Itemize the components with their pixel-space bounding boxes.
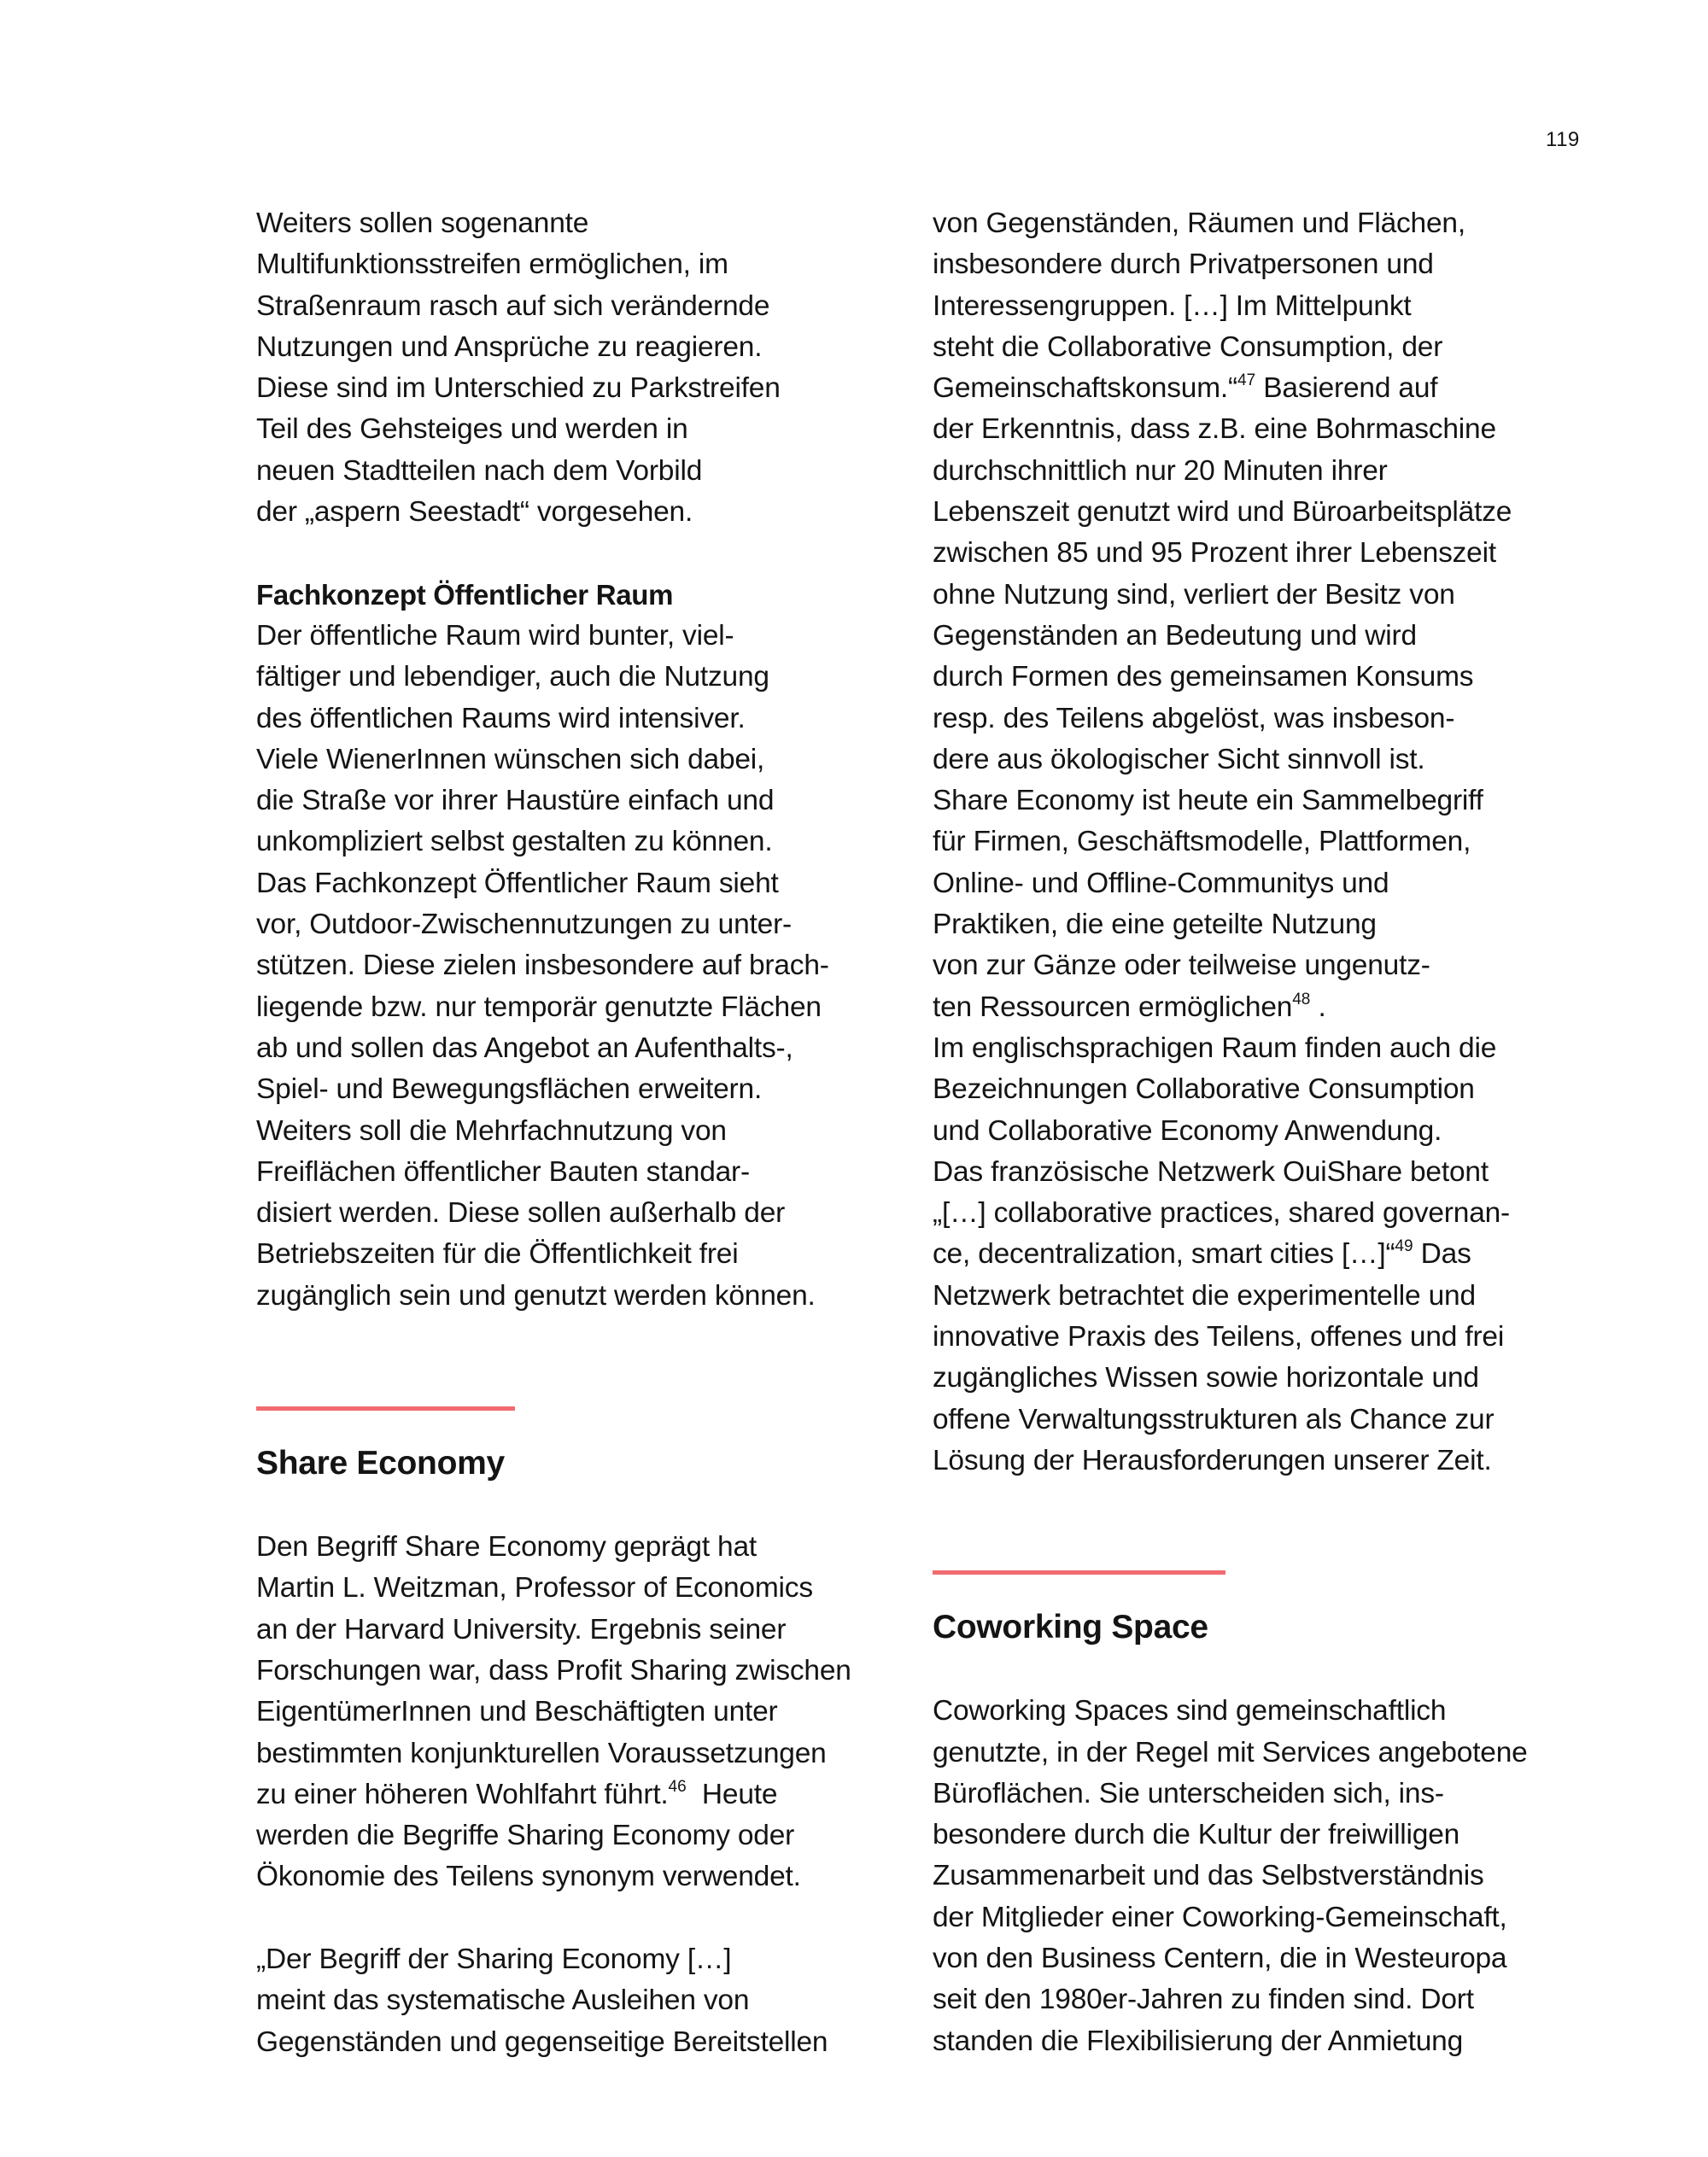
text-fragment: Heute [686, 1778, 778, 1810]
text-line: vor, Outdoor-Zwischennutzungen zu unter- [256, 909, 792, 941]
text-line: unkompliziert selbst gestalten zu können. [256, 826, 773, 858]
text-line [933, 987, 1599, 1028]
text-line: der „aspern Seestadt“ vorgesehen. [256, 496, 693, 529]
text-line: und Collaborative Economy Anwendung. [933, 1114, 1442, 1147]
text-line: Interessengruppen. […] Im Mittelpunkt [933, 289, 1412, 322]
text-line: Viele WienerInnen wünschen sich dabei, [256, 743, 765, 775]
text-line: liegende bzw. nur temporär genutzte Flächen [256, 991, 822, 1023]
text-line: Gegenständen an Bedeutung und wird [933, 619, 1417, 652]
footnote-ref-47[interactable]: 47 [1237, 371, 1256, 390]
text-line: werden die Begriffe Sharing Economy oder [256, 1820, 795, 1852]
text-line: Ökonomie des Teilens synonym verwendet. [256, 1861, 801, 1893]
text-line: Den Begriff Share Economy geprägt hat [256, 1531, 757, 1564]
footnote-ref-48[interactable]: 48 [1292, 990, 1311, 1008]
text-line: Multifunktionsstreifen ermöglichen, im [256, 248, 728, 281]
text-line [256, 1774, 905, 1815]
text-line: standen die Flexibilisierung der Anmietung [933, 2025, 1464, 2057]
text-line: Share Economy ist heute ein Sammelbegriff [933, 785, 1483, 817]
text-line: Freiflächen öffentlicher Bauten standar- [256, 1155, 750, 1188]
text-line: besondere durch die Kultur der freiwilligen [933, 1819, 1460, 1851]
intro-paragraph [256, 203, 905, 533]
text-line: zugänglich sein und genutzt werden können. [256, 1279, 816, 1312]
text-line: Weiters sollen sogenannte [256, 208, 589, 239]
quote-continued-paragraph [933, 203, 1599, 1482]
share-economy-paragraph [256, 1527, 905, 1898]
text-line: fältiger und lebendiger, auch die Nutzung [256, 661, 769, 693]
spacer [256, 533, 905, 574]
text-line: Bezeichnungen Collaborative Consumption [933, 1073, 1475, 1106]
text-line: ab und sollen das Angebot an Aufenthalts-, [256, 1032, 793, 1064]
text-line: zwischen 85 und 95 Prozent ihrer Lebenszeit [933, 537, 1496, 570]
text-line: von Gegenständen, Räumen und Flächen, [933, 208, 1465, 239]
text-fragment: zu einer höheren Wohlfahrt führt. [256, 1778, 669, 1810]
text-line: insbesondere durch Privatpersonen und [933, 248, 1434, 281]
left-column [256, 203, 905, 2063]
text-line: Diese sind im Unterschied zu Parkstreifen [256, 372, 781, 405]
subheading-fachkonzept: Fachkonzept Öffentlicher Raum [256, 578, 674, 611]
text-line: für Firmen, Geschäftsmodelle, Plattformen, [933, 826, 1471, 858]
footnote-ref-46[interactable]: 46 [668, 1777, 687, 1796]
text-line: Teil des Gehsteiges und werden in [256, 413, 688, 446]
text-line: Weiters soll die Mehrfachnutzung von [256, 1114, 727, 1147]
text-line: seit den 1980er-Jahren zu finden sind. Dort [933, 1984, 1474, 2016]
text-line: Das französische Netzwerk OuiShare betont [933, 1155, 1489, 1188]
coworking-paragraph [933, 1691, 1599, 2062]
text-line: der Erkenntnis, dass z.B. eine Bohrmaschine [933, 413, 1496, 446]
text-line: Forschungen war, dass Profit Sharing zwischen [256, 1654, 851, 1686]
text-line: bestimmten konjunkturellen Voraussetzungen [256, 1737, 827, 1769]
text-fragment: Das [1413, 1238, 1471, 1271]
fachkonzept-paragraph [256, 616, 905, 1317]
text-fragment: ten Ressourcen ermöglichen [933, 991, 1293, 1023]
text-line: ohne Nutzung sind, verliert der Besitz von [933, 578, 1455, 611]
page-number: 119 [1546, 128, 1580, 151]
text-line: der Mitglieder einer Coworking-Gemeinschaft, [933, 1901, 1507, 1933]
text-line: an der Harvard University. Ergebnis seiner [256, 1613, 787, 1646]
text-line: genutzte, in der Regel mit Services angebotene [933, 1736, 1528, 1768]
text-line: Online- und Offline-Communitys und [933, 867, 1389, 899]
text-line: „[…] collaborative practices, shared governan- [933, 1197, 1511, 1230]
text-line: dere aus ökologischer Sicht sinnvoll ist. [933, 743, 1425, 775]
text-line: des öffentlichen Raums wird intensiver. [256, 702, 746, 734]
text-line: von zur Gänze oder teilweise ungenutz- [933, 950, 1430, 982]
text-fragment: ce, decentralization, smart cities […]“ [933, 1238, 1395, 1271]
sharing-economy-quote [256, 1939, 905, 2063]
text-line: steht die Collaborative Consumption, der [933, 330, 1443, 363]
text-line: Straßenraum rasch auf sich verändernde [256, 289, 770, 322]
footnote-ref-49[interactable]: 49 [1395, 1237, 1413, 1256]
text-line: Büroflächen. Sie unterscheiden sich, ins- [933, 1777, 1444, 1809]
text-fragment: . [1310, 991, 1326, 1023]
text-line: Nutzungen und Ansprüche zu reagieren. [256, 330, 763, 363]
heading-share-economy: Share Economy [256, 1445, 505, 1482]
text-line: durch Formen des gemeinsamen Konsums [933, 661, 1474, 693]
text-line: Coworking Spaces sind gemeinschaftlich [933, 1695, 1447, 1727]
text-line: resp. des Teilens abgelöst, was insbeson- [933, 702, 1455, 734]
text-line: Im englischsprachigen Raum finden auch die [933, 1032, 1497, 1064]
text-line: Lebenszeit genutzt wird und Büroarbeitsplätze [933, 496, 1512, 529]
text-line: offene Verwaltungsstrukturen als Chance zur [933, 1403, 1494, 1435]
text-fragment: Basierend auf [1255, 372, 1438, 405]
text-line [933, 368, 1599, 409]
right-column [933, 203, 1599, 2062]
text-line [933, 1234, 1599, 1275]
text-line: Martin L. Weitzman, Professor of Economics [256, 1572, 813, 1605]
text-line: EigentümerInnen und Beschäftigten unter [256, 1696, 778, 1728]
text-line: Das Fachkonzept Öffentlicher Raum sieht [256, 867, 779, 899]
text-line: innovative Praxis des Teilens, offenes und frei [933, 1321, 1505, 1353]
text-line: neuen Stadtteilen nach dem Vorbild [256, 454, 703, 487]
text-line: Der öffentliche Raum wird bunter, viel- [256, 619, 734, 652]
text-line: von den Business Centern, die in Westeuropa [933, 1942, 1507, 1974]
text-line: Spiel- und Bewegungsflächen erweitern. [256, 1073, 763, 1106]
section-divider [933, 1570, 1225, 1575]
text-line: meint das systematische Ausleihen von [256, 1985, 750, 2017]
text-line: Praktiken, die eine geteilte Nutzung [933, 909, 1377, 941]
section-divider [256, 1406, 515, 1411]
heading-coworking-space: Coworking Space [933, 1609, 1208, 1646]
text-line: zugängliches Wissen sowie horizontale und [933, 1362, 1479, 1394]
text-line: Gegenständen und gegenseitige Bereitstellen [256, 2025, 828, 2058]
text-line: stützen. Diese zielen insbesondere auf brach- [256, 950, 829, 982]
text-line: Lösung der Herausforderungen unserer Zeit. [933, 1444, 1492, 1476]
text-fragment: Gemeinschaftskonsum.“ [933, 372, 1237, 405]
text-line: die Straße vor ihrer Haustüre einfach und [256, 785, 775, 817]
text-line: durchschnittlich nur 20 Minuten ihrer [933, 454, 1388, 487]
text-line: „Der Begriff der Sharing Economy […] [256, 1943, 732, 1975]
spacer [256, 1898, 905, 1939]
text-line: Betriebszeiten für die Öffentlichkeit frei [256, 1238, 739, 1271]
text-line: Zusammenarbeit und das Selbstverständnis [933, 1860, 1484, 1892]
text-line: disiert werden. Diese sollen außerhalb der [256, 1197, 786, 1230]
text-line: Netzwerk betrachtet die experimentelle und [933, 1279, 1476, 1312]
